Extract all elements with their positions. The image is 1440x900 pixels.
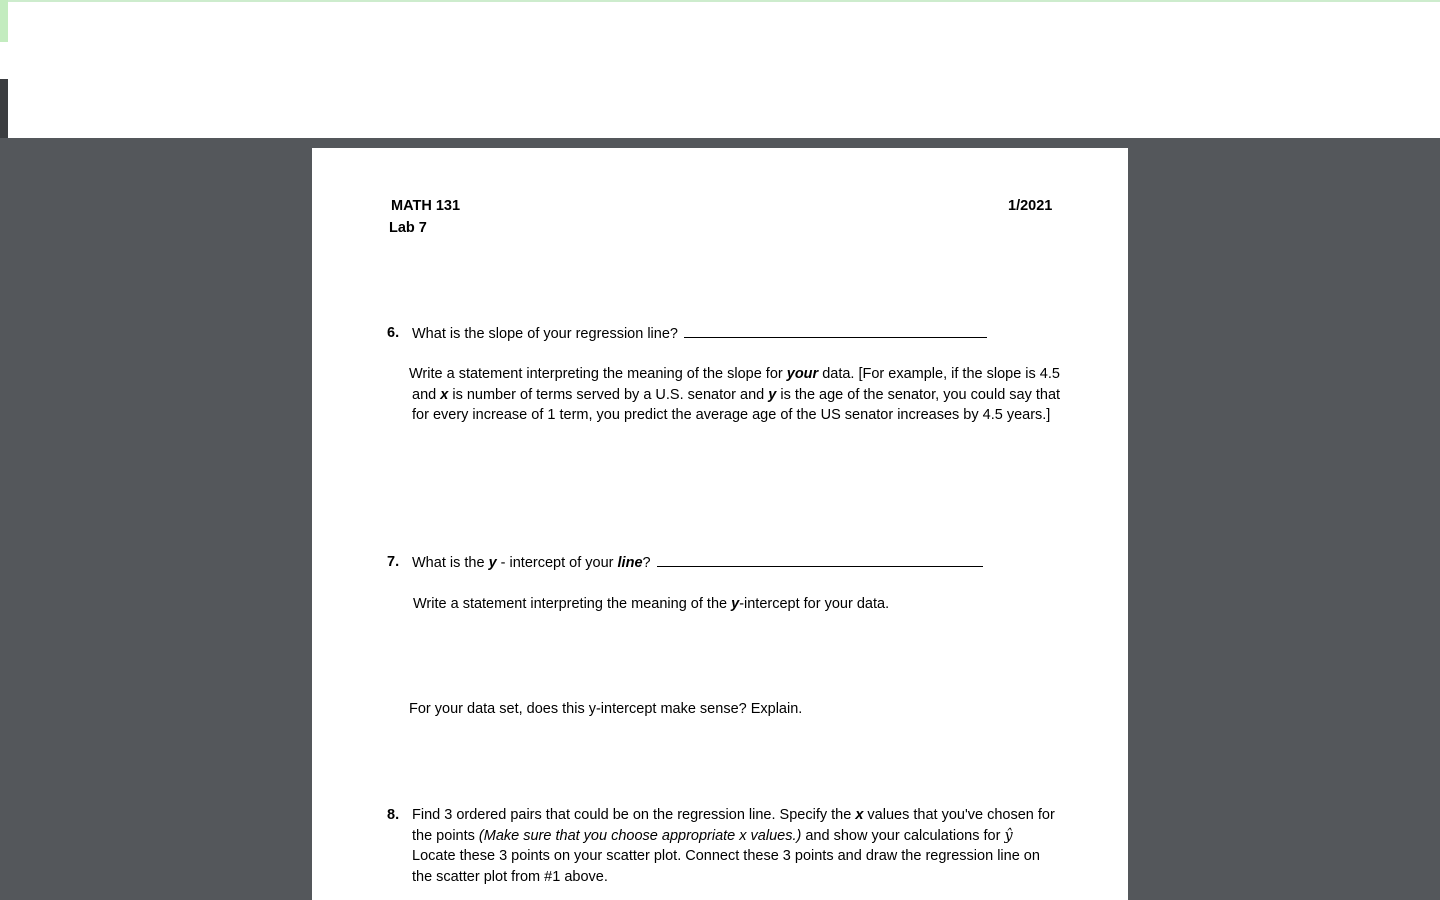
- q7-sense: For your data set, does this y-intercept make sense? Explain.: [409, 701, 803, 717]
- header-date: 1/2021: [1008, 198, 1053, 214]
- q8-text: Find 3 ordered pairs that could be on the regression line. Specify the x values that you've chosen for the points (Make sure that you choose appropriate x values.) and show your calculations for ŷ Locate these 3 points on your scatter plot. Connect these 3 points and draw the regression line on the scatter plot from #1 above.: [412, 807, 1055, 885]
- answer-blank[interactable]: [684, 323, 987, 338]
- question-number: 6.: [387, 325, 400, 341]
- top-strip: [0, 0, 1440, 2]
- top-accent: [0, 0, 8, 42]
- course-title: MATH 131: [391, 198, 461, 214]
- question-text: What is the slope of your regression line?: [412, 323, 987, 345]
- question-text: What is the y - intercept of your line?: [412, 552, 983, 574]
- q7-statement: Write a statement interpreting the meaning of the y-intercept for your data.: [413, 596, 890, 612]
- document-page: [312, 148, 1128, 900]
- question-number: 7.: [387, 554, 400, 570]
- lab-title: Lab 7: [389, 219, 427, 236]
- header-left: [391, 196, 460, 238]
- question-number: 8.: [387, 807, 400, 823]
- answer-blank[interactable]: [657, 552, 983, 567]
- q6-instruction: Write a statement interpreting the meaning of the slope for your data. [For example, if the slope is 4.5 and x is number of terms served by a U.S. senator and y is the age of the senator, you could say that for every increase of 1 term, you predict the average age of the US senator increases by 4.5 years.]: [409, 366, 1061, 423]
- left-panel-tab[interactable]: [0, 79, 8, 138]
